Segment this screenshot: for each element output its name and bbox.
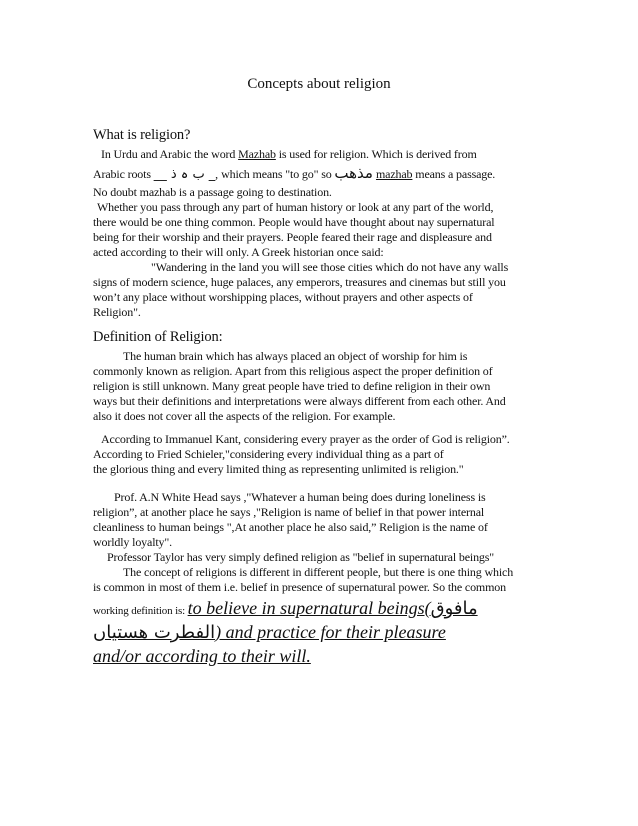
working-definition-line: الفطرت ھستیاں) and practice for their pleasure xyxy=(93,622,446,643)
paragraph-line: Whether you pass through any part of human history or look at any part of the world, xyxy=(97,200,494,214)
paragraph-line: commonly known as religion. Apart from this religious aspect the proper definition of xyxy=(93,364,493,378)
paragraph-line: Arabic roots _ ب ہ ذ __, which means "to go" so مذھب mazhab means a passage. xyxy=(93,164,496,182)
paragraph-line: is common in most of them i.e. belief in presence of supernatural power. So the common xyxy=(93,580,507,594)
arabic-word-mazhab: مذھب xyxy=(334,164,373,182)
arabic-phrase-part2: الفطرت ھستیاں xyxy=(93,622,216,643)
arabic-phrase-part1: مافوق xyxy=(430,598,478,619)
quote-line: "Wandering in the land you will see those cities which do not have any walls xyxy=(151,260,509,274)
paragraph-line: No doubt mazhab is a passage going to destination. xyxy=(93,185,332,199)
paragraph-line: worldly loyalty". xyxy=(93,535,173,549)
paragraph-line: According to Fried Schieler,"considering every individual thing as a part of xyxy=(93,447,444,461)
paragraph-line: cleanliness to human beings ",At another place he also said,” Religion is the name of xyxy=(93,520,488,534)
page-title: Concepts about religion xyxy=(247,76,391,92)
mazhab-term: Mazhab xyxy=(238,147,276,161)
paragraph-line: In Urdu and Arabic the word Mazhab is used for religion. Which is derived from xyxy=(101,147,477,161)
paragraph-line: being for their worship and their prayers. People feared their rage and displeasure and xyxy=(93,230,492,244)
paragraph-line: The human brain which has always placed an object of worship for him is xyxy=(123,349,468,363)
paragraph-line: religion”, at another place he says ,"Religion is name of belief in that power internal xyxy=(93,505,485,519)
paragraph-line: also it does not cover all the aspects of the religion. For example. xyxy=(93,409,396,423)
quote-line: Religion". xyxy=(93,305,141,319)
paragraph-line: ways but their definitions and interpretations were always different from each other. And xyxy=(93,394,506,408)
paragraph-line: According to Immanuel Kant, considering every prayer as the order of God is religion”. xyxy=(101,432,510,446)
paragraph-line: acted according to their will only. A Greek historian once said: xyxy=(93,245,384,259)
working-definition-label: working definition is: xyxy=(93,605,188,617)
working-definition-line xyxy=(93,597,478,620)
section-heading-definition: Definition of Religion: xyxy=(93,329,223,345)
quote-line: won’t any place without worshipping places, without prayers and other aspects of xyxy=(93,290,473,304)
working-definition-line: and/or according to their will. xyxy=(93,646,311,666)
paragraph-line: the glorious thing and every limited thing as representing unlimited is religion." xyxy=(93,462,464,476)
paragraph-line: The concept of religions is different in different people, but there is one thing which xyxy=(123,565,514,579)
paragraph-line: religion is still unknown. Many great people have tried to define religion in their own xyxy=(93,379,491,393)
section-heading-what-is-religion: What is religion? xyxy=(93,127,191,143)
paragraph-line: Prof. A.N White Head says ,"Whatever a human being does during loneliness is xyxy=(114,490,486,504)
arabic-roots: _ ب ہ ذ __ xyxy=(153,167,216,182)
paragraph-line: there would be one thing common. People would have thought about nay supernatural xyxy=(93,215,495,229)
working-definition-text: to believe in supernatural beings(مافوق xyxy=(187,598,478,619)
mazhab-transliteration: mazhab xyxy=(375,167,413,181)
quote-line: signs of modern science, huge palaces, any emperors, treasures and cinemas but still you xyxy=(93,275,506,289)
paragraph-line: Professor Taylor has very simply defined religion as "belief in supernatural beings" xyxy=(107,550,495,564)
